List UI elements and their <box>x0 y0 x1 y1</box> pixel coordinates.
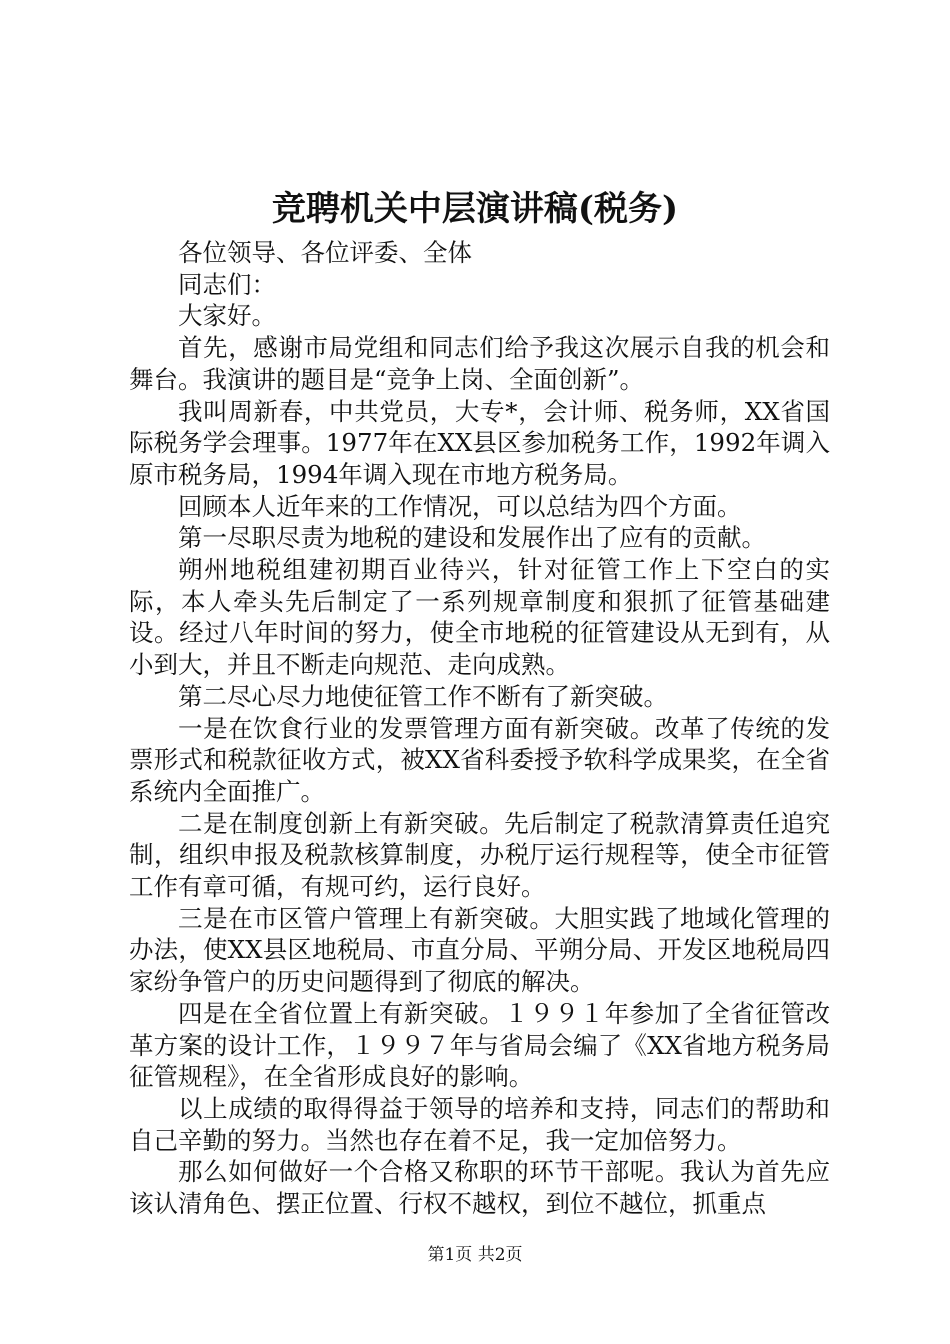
paragraph: 回顾本人近年来的工作情况，可以总结为四个方面。 <box>178 491 742 521</box>
paragraph: 第二尽心尽力地使征管工作不断有了新突破。 <box>178 681 668 711</box>
document-body <box>129 237 830 1220</box>
paragraph: 首先，感谢市局党组和同志们给予我这次展示自我的机会和舞台。我演讲的题目是“竞争上岗、全面创新”。 <box>129 333 830 394</box>
paragraph: 大家好。 <box>178 301 276 331</box>
page-footer: 第1页 共2页 <box>427 1245 523 1265</box>
paragraph: 我叫周新春，中共党员，大专*，会计师、税务师，XX省国际税务学会理事。1977年在XX县区参加税务工作，1992年调入原市税务局，1994年调入现在市地方税务局。 <box>129 396 830 489</box>
paragraph: 一是在饮食行业的发票管理方面有新突破。改革了传统的发票形式和税款征收方式，被XX省科委授予软科学成果奖，在全省系统内全面推广。 <box>129 713 830 806</box>
paragraph: 第一尽职尽责为地税的建设和发展作出了应有的贡献。 <box>178 523 766 553</box>
paragraph: 四是在全省位置上有新突破。１９９１年参加了全省征管改革方案的设计工作，１９９７年与省局会编了《XX省地方税务局征管规程》，在全省形成良好的影响。 <box>129 998 830 1092</box>
paragraph: 那么如何做好一个合格又称职的环节干部呢。我认为首先应该认清角色、摆正位置、行权不越权，到位不越位，抓重点 <box>129 1157 830 1219</box>
paragraph: 三是在市区管户管理上有新突破。大胆实践了地域化管理的办法，使XX县区地税局、市直分局、平朔分局、开发区地税局四家纷争管户的历史问题得到了彻底的解决。 <box>129 903 830 997</box>
paragraph: 二是在制度创新上有新突破。先后制定了税款清算责任追究制，组织申报及税款核算制度，办税厅运行规程等，使全市征管工作有章可循，有规可约，运行良好。 <box>129 808 830 902</box>
paragraph: 以上成绩的取得得益于领导的培养和支持，同志们的帮助和自己辛勤的努力。当然也存在着不足，我一定加倍努力。 <box>129 1093 830 1155</box>
paragraph: 朔州地税组建初期百业待兴，针对征管工作上下空白的实际，本人牵头先后制定了一系列规章制度和狠抓了征管基础建设。经过八年时间的努力，使全市地税的征管建设从无到有，从小到大，并且不断走向规范、走向成熟。 <box>129 555 830 680</box>
paragraph: 同志们： <box>178 269 276 299</box>
paragraph: 各位领导、各位评委、全体 <box>178 238 472 267</box>
document-title: 竞聘机关中层演讲稿(税务) <box>271 189 679 229</box>
